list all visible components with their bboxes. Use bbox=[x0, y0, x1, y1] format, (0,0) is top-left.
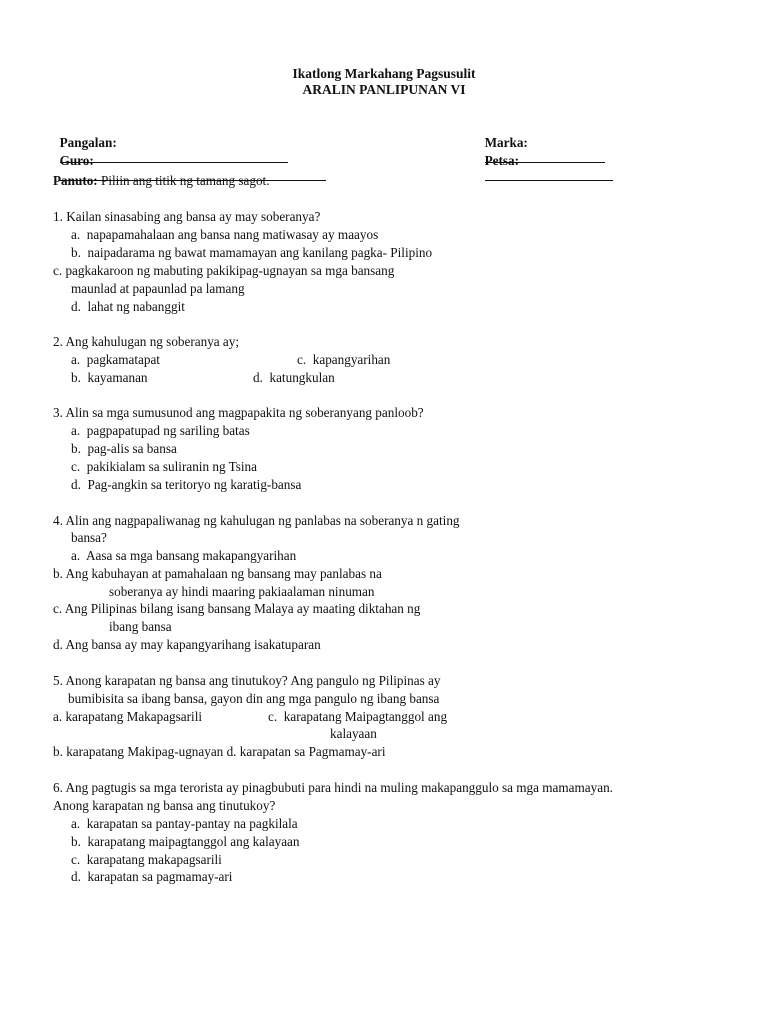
q2-option-d: d. katungkulan bbox=[253, 370, 335, 385]
q2-option-b: b. kayamanan bbox=[71, 370, 148, 385]
q1-option-d: d. lahat ng nabanggit bbox=[71, 299, 185, 314]
q4-stem-cont: bansa? bbox=[71, 530, 107, 545]
date-label: Petsa: bbox=[484, 153, 520, 168]
q4-option-b-cont: soberanya ay hindi maaring pakiaalaman ninuman bbox=[109, 584, 375, 599]
q1-stem: 1. Kailan sinasabing ang bansa ay may soberanya? bbox=[53, 209, 321, 224]
instructions-text: Piliin ang titik ng tamang sagot. bbox=[97, 173, 270, 188]
q3-option-b: b. pag-alis sa bansa bbox=[71, 441, 177, 456]
q6-option-c: c. karapatang makapagsarili bbox=[71, 852, 222, 867]
instructions bbox=[53, 173, 270, 189]
q2-option-c: c. kapangyarihan bbox=[297, 352, 391, 367]
date-field bbox=[478, 137, 613, 185]
q4-option-c-cont: ibang bansa bbox=[109, 619, 172, 634]
q6-stem: 6. Ang pagtugis sa mga terorista ay pinagbubuti para hindi na muling makapanggulo sa mga mamamayan. bbox=[53, 780, 613, 795]
q4-option-c: c. Ang Pilipinas bilang isang bansang Malaya ay maating diktahan ng bbox=[53, 601, 421, 616]
q2-stem: 2. Ang kahulugan ng soberanya ay; bbox=[53, 334, 240, 349]
q5-option-a: a. karapatang Makapagsarili bbox=[53, 709, 203, 724]
teacher-label: Guro: bbox=[59, 153, 94, 168]
q6-stem-cont: Anong karapatan ng bansa ang tinutukoy? bbox=[53, 798, 276, 813]
q3-option-a: a. pagpapatupad ng sariling batas bbox=[71, 423, 250, 438]
q3-option-d: d. Pag-angkin sa teritoryo ng karatig-bansa bbox=[71, 477, 302, 492]
q6-option-b: b. karapatang maipagtanggol ang kalayaan bbox=[71, 834, 300, 849]
q5-option-b-d: b. karapatang Makipag-ugnayan d. karapatan sa Pagmamay-ari bbox=[53, 744, 386, 759]
q1-option-a: a. napapamahalaan ang bansa nang matiwasay ay maayos bbox=[71, 227, 379, 242]
q4-option-d: d. Ang bansa ay may kapangyarihang isakatuparan bbox=[53, 637, 321, 652]
subject-title: ARALIN PANLIPUNAN VI bbox=[302, 82, 466, 97]
q5-option-c: c. karapatang Maipagtanggol ang bbox=[268, 709, 448, 724]
q6-option-d: d. karapatan sa pagmamay-ari bbox=[71, 869, 233, 884]
exam-title: Ikatlong Markahang Pagsusulit bbox=[292, 66, 476, 81]
q4-option-a: a. Aasa sa mga bansang makapangyarihan bbox=[71, 548, 297, 563]
q5-stem: 5. Anong karapatan ng bansa ang tinutukoy? Ang pangulo ng Pilipinas ay bbox=[53, 673, 441, 688]
q2-option-a: a. pagkamatapat bbox=[71, 352, 160, 367]
q1-option-c-cont: maunlad at papaunlad pa lamang bbox=[71, 281, 245, 296]
instructions-label: Panuto: bbox=[53, 173, 98, 188]
q5-option-c-cont: kalayaan bbox=[330, 726, 377, 741]
q5-stem-cont: bumibisita sa ibang bansa, gayon din ang mga pangulo ng ibang bansa bbox=[68, 691, 440, 706]
name-label: Pangalan: bbox=[59, 135, 117, 150]
q1-option-b: b. naipadarama ng bawat mamamayan ang kanilang pagka- Pilipino bbox=[71, 245, 433, 260]
q3-stem: 3. Alin sa mga sumusunod ang magpapakita ng soberanyang panloob? bbox=[53, 405, 424, 420]
date-blank bbox=[485, 169, 613, 181]
q4-option-b: b. Ang kabuhayan at pamahalaan ng bansang may panlabas na bbox=[53, 566, 382, 581]
q6-option-a: a. karapatan sa pantay-pantay na pagkilala bbox=[71, 816, 298, 831]
score-label: Marka: bbox=[484, 135, 528, 150]
q1-option-c: c. pagkakaroon ng mabuting pakikipag-ugnayan sa mga bansang bbox=[53, 263, 395, 278]
q4-stem: 4. Alin ang nagpapaliwanag ng kahulugan ng panlabas na soberanya n gating bbox=[53, 513, 460, 528]
q3-option-c: c. pakikialam sa suliranin ng Tsina bbox=[71, 459, 257, 474]
